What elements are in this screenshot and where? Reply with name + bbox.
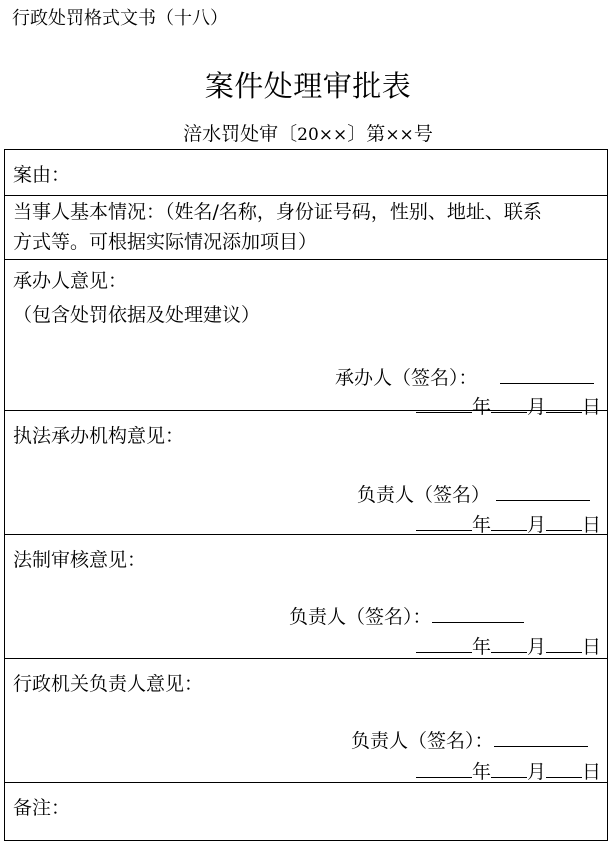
- month-label: 月: [526, 514, 546, 536]
- year-blank[interactable]: [416, 393, 472, 413]
- day-label: 日: [581, 514, 601, 536]
- enforcement-date: [416, 510, 601, 537]
- party-info-line-2: 方式等。可根据实际情况添加项目）: [13, 231, 318, 253]
- legal-review-label: 法制审核意见：: [13, 549, 147, 571]
- doc-number-year: 20××: [297, 125, 348, 145]
- enforcement-signature-label: 负责人（签名）: [357, 484, 491, 506]
- authority-head-signature: [351, 726, 588, 753]
- handler-opinion-hint: （包含处罚依据及处理建议）: [13, 304, 261, 326]
- page-title: 案件处理审批表: [204, 69, 412, 103]
- party-info-row: [5, 196, 607, 260]
- document-series-label: 行政处罚格式文书（十八）: [12, 8, 228, 29]
- day-blank[interactable]: [546, 758, 582, 778]
- doc-number-middle: 〕第: [347, 123, 386, 145]
- handler-signature-label: 承办人（签名）：: [335, 367, 478, 389]
- month-label: 月: [526, 761, 546, 783]
- year-label: 年: [471, 396, 491, 418]
- enforcement-signature: [357, 480, 590, 507]
- authority-head-date: [416, 757, 601, 784]
- month-blank[interactable]: [491, 511, 527, 531]
- legal-review-signature-label: 负责人（签名）：: [289, 606, 432, 628]
- legal-review-signature: [289, 602, 524, 629]
- day-blank[interactable]: [546, 633, 582, 653]
- day-label: 日: [581, 761, 601, 783]
- authority-head-signature-line[interactable]: [494, 727, 588, 747]
- enforcement-opinion-row: [5, 411, 607, 535]
- legal-review-row: [5, 535, 607, 659]
- doc-number-prefix: 涪水罚处审〔: [183, 123, 298, 145]
- handler-signature: [335, 363, 594, 390]
- month-blank[interactable]: [491, 758, 527, 778]
- year-label: 年: [471, 636, 491, 658]
- handler-opinion-row: [5, 260, 607, 418]
- handler-opinion-label: 承办人意见：: [13, 270, 128, 292]
- legal-review-signature-line[interactable]: [432, 603, 524, 623]
- authority-head-label: 行政机关负责人意见：: [13, 673, 204, 695]
- year-blank[interactable]: [416, 511, 472, 531]
- day-blank[interactable]: [546, 393, 582, 413]
- doc-number-serial: ××: [385, 125, 414, 145]
- day-label: 日: [581, 636, 601, 658]
- day-label: 日: [581, 396, 601, 418]
- doc-number-suffix: 号: [413, 123, 433, 145]
- approval-form-table: [4, 149, 608, 841]
- document-number: [0, 119, 616, 146]
- month-label: 月: [526, 636, 546, 658]
- enforcement-signature-line[interactable]: [496, 481, 590, 501]
- handler-signature-line[interactable]: [500, 364, 594, 384]
- month-blank[interactable]: [491, 393, 527, 413]
- authority-head-signature-label: 负责人（签名）：: [351, 730, 494, 752]
- party-info-line-1: 当事人基本情况：（姓名/名称，身份证号码，性别、地址、联系: [13, 201, 542, 223]
- year-label: 年: [471, 514, 491, 536]
- case-reason-label: 案由：: [13, 164, 71, 186]
- day-blank[interactable]: [546, 511, 582, 531]
- year-label: 年: [471, 761, 491, 783]
- month-label: 月: [526, 396, 546, 418]
- year-blank[interactable]: [416, 758, 472, 778]
- month-blank[interactable]: [491, 633, 527, 653]
- enforcement-opinion-label: 执法承办机构意见：: [13, 425, 185, 447]
- remarks-row: [5, 783, 607, 840]
- year-blank[interactable]: [416, 633, 472, 653]
- authority-head-row: [5, 659, 607, 783]
- remarks-label: 备注：: [13, 797, 71, 819]
- legal-review-date: [416, 632, 601, 659]
- case-reason-row: [5, 150, 607, 196]
